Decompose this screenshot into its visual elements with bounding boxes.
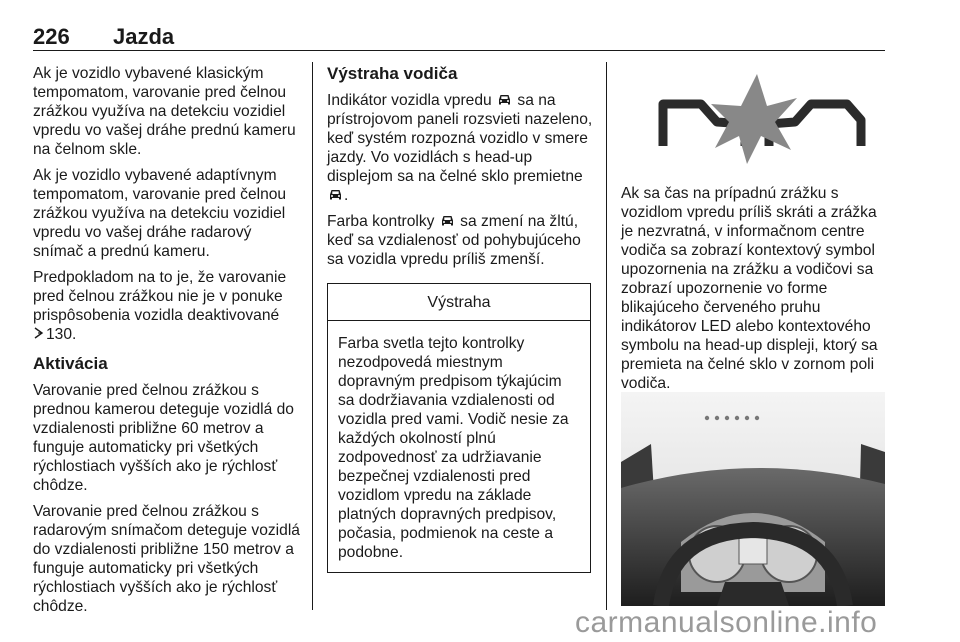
vehicle-ahead-icon	[329, 187, 342, 199]
heading-activation: Aktivácia	[33, 354, 108, 373]
dashboard-hud-figure	[621, 392, 885, 606]
vehicle-ahead-icon	[441, 213, 454, 225]
paragraph	[33, 268, 301, 344]
vehicle-ahead-icon	[498, 92, 511, 104]
column-divider-2	[606, 62, 607, 610]
paragraph-text: sa zmení na žltú, keď sa vzdialenosť od pohybujúceho sa vozidla vpredu príliš zmenší.	[327, 213, 581, 268]
reference-arrow-icon	[33, 325, 44, 344]
paragraph-text: Indikátor vozidla vpredu	[327, 92, 492, 109]
column-2	[327, 64, 593, 573]
paragraph-text: sa na prístrojovom paneli rozsvieti nazeleno, keď systém rozpozná vozidlo v smere jazdy. Vo vozidlách s head-up displejom sa na čelné sklo premietne	[327, 92, 593, 185]
heading-driver-warning: Výstraha vodiča	[327, 64, 458, 83]
column-1	[33, 64, 301, 623]
paragraph: Ak sa čas na prípadnú zrážku s vozidlom vpredu príliš skráti a zrážka je nezvratná, v informačnom centre vodiča sa zobrazí kontextový symbol upozornenia na zrážku a vodičovi sa zobrazí upozornenie vo forme blikajúceho červeného pruhu indikátorov LED alebo kontextového symbolu na head-up displeji, ktorý sa premieta na čelné sklo v zornom poli vodiča.	[621, 185, 878, 392]
paragraph	[327, 91, 593, 205]
paragraph: Varovanie pred čelnou zrážkou s prednou kamerou deteguje vozidlá do vzdialenosti približne 60 metrov a funguje automaticky pri všetkých rýchlostiach vyšších ako je rýchlosť chôdze.	[33, 382, 294, 494]
paragraph-text: .	[344, 187, 349, 204]
paragraph: Varovanie pred čelnou zrážkou s radarovým snímačom deteguje vozidlá do vzdialenosti približne 150 metrov a funguje automaticky pri všetkých rýchlostiach vyšších ako je rýchlosť chôdze.	[33, 503, 300, 615]
watermark: carmanualsonline.info	[575, 606, 878, 639]
page-number: 226	[33, 24, 70, 49]
paragraph: Ak je vozidlo vybavené klasickým tempomatom, varovanie pred čelnou zrážkou využíva na detekciu vozidiel vpredu vo vašej dráhe prednú kameru na čelnom skle.	[33, 65, 296, 158]
column-3	[621, 64, 887, 400]
collision-symbol-figure	[621, 64, 885, 176]
header-divider	[33, 50, 885, 51]
paragraph	[327, 212, 593, 269]
warning-title: Výstraha	[328, 284, 590, 321]
paragraph-text: Predpokladom na to je, že varovanie pred čelnou zrážkou nie je v ponuke prispôsobenia vozidla deaktivované	[33, 269, 287, 324]
page-reference-link[interactable]: 130.	[46, 326, 77, 343]
warning-box	[327, 283, 591, 573]
warning-text: Farba svetla tejto kontrolky nezodpovedá miestnym dopravným predpisom týkajúcim sa dodržiavania vzdialenosti od vozidla pred vami. Vodič nesie za každých okolností plnú zodpovednosť za udržiavanie bezpečnej vzdialenosti pred vozidlom vpredu na základe platných dopravných predpisov, počasia, podmienok na ceste a podobne.	[338, 335, 569, 561]
section-title: Jazda	[113, 24, 175, 49]
paragraph: Ak je vozidlo vybavené adaptívnym tempomatom, varovanie pred čelnou zrážkou využíva na detekciu vozidiel vpredu vo vašej dráhe radarový snímač a prednú kameru.	[33, 167, 287, 260]
paragraph-text: Farba kontrolky	[327, 213, 435, 230]
column-divider-1	[312, 62, 313, 610]
page-header	[33, 20, 885, 50]
